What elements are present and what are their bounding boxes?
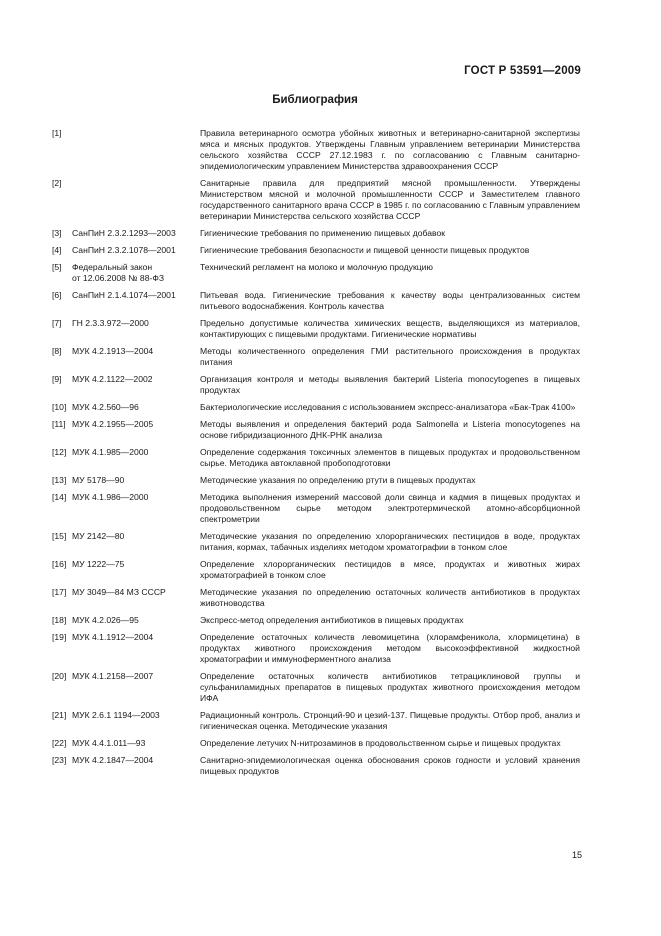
entry-identifier [52,755,200,777]
entry-identifier [52,374,200,396]
entry-identifier [52,346,200,368]
bibliography-entry [52,245,580,256]
entry-number: [2] [52,178,62,188]
entry-number: [7] [52,318,62,328]
bibliography-entry [52,346,580,368]
entry-identifier [52,587,200,609]
entry-text: Экспресс-метод определения антибиотиков в пищевых продуктах [200,615,464,625]
entry-text: Определение остаточных количеств антибиотиков тетрациклиновой группы и сульфаниламидных препаратов в пищевых продуктах животного происхождения методом ИФА [200,671,580,703]
entry-identifier [52,671,200,704]
entry-code [72,128,200,172]
entry-text: Методы количественного определения ГМИ растительного происхождения в продуктах питания [200,346,580,367]
entry-text: Методические указания по определению ртути в пищевых продуктах [200,475,476,485]
entry-number: [6] [52,290,62,300]
entry-number: [17] [52,587,67,597]
bibliography-entry [52,290,580,312]
bibliography-entry [52,402,580,413]
bibliography-entry [52,755,580,777]
entry-code: МУК 4.2.1122—2002 [72,374,153,384]
entry-identifier [52,262,200,284]
entry-text: Методические указания по определению хлорорганических пестицидов в воде, продуктах питания, кормах, табачных изделиях методом хроматографии в тонком слое [200,531,580,552]
entry-text: Определение хлорорганических пестицидов в мясе, продуктах и животных жирах хроматографией в тонком слое [200,559,580,580]
entry-identifier [52,290,200,312]
entry-number: [12] [52,447,67,457]
entry-identifier [52,710,200,732]
entry-number: [1] [52,128,62,138]
entry-number: [15] [52,531,67,541]
entry-number: [9] [52,374,62,384]
entry-number: [19] [52,632,67,642]
entry-number: [16] [52,559,67,569]
entry-number: [14] [52,492,67,502]
entry-identifier [52,245,200,256]
entry-text: Питьевая вода. Гигиенические требования к качеству воды централизованных систем питьевого водоснабжения. Контроль качества [200,290,580,311]
entry-number: [20] [52,671,67,681]
bibliography-entry [52,587,580,609]
page-number: 15 [571,850,582,860]
entry-number: [22] [52,738,67,748]
entry-code: МУ 3049—84 МЗ СССР [72,587,166,597]
entry-identifier [52,632,200,665]
entry-text: Методы выявления и определения бактерий рода Salmonella и Listeria monocytogenes на основе гибридизационного ДНК-РНК анализа [200,419,580,440]
entry-code: ГН 2.3.3.972—2000 [72,318,149,328]
entry-identifier [52,615,200,626]
entry-code: МУК 4.2.026—95 [72,615,139,625]
bibliography-entry [52,447,580,469]
entry-code: МУК 4.2.1955—2005 [72,419,154,429]
document-id: ГОСТ Р 53591—2009 [464,65,581,77]
entry-code: МУК 4.2.1847—2004 [72,755,154,765]
bibliography-entry [52,738,580,749]
bibliography-entry [52,262,580,284]
entry-code [72,178,200,222]
entry-identifier [52,475,200,486]
bibliography-entry [52,178,580,222]
entry-number: [23] [52,755,67,765]
entry-text: Организация контроля и методы выявления бактерий Listeria monocytogenes в пищевых продуктах [200,374,580,395]
bibliography-entry [52,419,580,441]
entry-code: МУ 5178—90 [72,475,125,485]
entry-text: Предельно допустимые количества химических веществ, выделяющихся из материалов, контактирующих с пищевыми продуктами. Гигиенические нормативы [200,318,580,339]
entry-code: МУК 4.4.1.011—93 [72,738,146,748]
entry-number: [18] [52,615,67,625]
entry-number: [10] [52,402,67,412]
page-title: Библиография [272,94,358,106]
bibliography-entry [52,559,580,581]
bibliography-entry [52,492,580,525]
bibliography-entry [52,475,580,486]
entry-number: [4] [52,245,62,255]
bibliography-entry [52,128,580,172]
entry-text: Технический регламент на молоко и молочную продукцию [200,262,433,272]
entry-number: [8] [52,346,62,356]
entry-text: Гигиенические требования по применению пищевых добавок [200,228,446,238]
entry-code: МУК 4.2.1913—2004 [72,346,154,356]
bibliography-entry [52,615,580,626]
bibliography-entry [52,710,580,732]
entry-number: [5] [52,262,62,272]
bibliography-list [52,128,580,783]
entry-text: Радиационный контроль. Стронций-90 и цезий-137. Пищевые продукты. Отбор проб, анализ и гигиеническая оценка. Методические указания [200,710,580,731]
entry-code: Федеральный закон от 12.06.2008 № 88-ФЗ [72,262,165,283]
entry-identifier [52,531,200,553]
entry-identifier [52,402,200,413]
entry-code: МУК 4.1.1912—2004 [72,632,154,642]
entry-number: [11] [52,419,66,429]
entry-text: Санитарные правила для предприятий мясной промышленности. Утверждены Министерством мясной и молочной промышленности СССР и Заместителем главного государственного санитарного врача СССР в 1985 г. по согласованию с Главным управлением ветеринарии Министерства сельского хозяйства СССР [200,178,580,221]
entry-code: СанПиН 2.3.2.1293—2003 [72,228,176,238]
entry-code: МУ 1222—75 [72,559,125,569]
bibliography-entry [52,374,580,396]
entry-identifier [52,178,200,222]
entry-text: Гигиенические требования безопасности и пищевой ценности пищевых продуктов [200,245,530,255]
entry-text: Правила ветеринарного осмотра убойных животных и ветеринарно-санитарной экспертизы мяса и мясных продуктов. Утверждены Главным управлением ветеринарии Министерства сельского хозяйства СССР 27.12.1983 г. по согласованию с Главным санитарно-эпидемиологическим управлением Министерства здравоохранения СССР [200,128,580,171]
entry-identifier [52,492,200,525]
bibliography-entry [52,632,580,665]
entry-identifier [52,128,200,172]
entry-text: Определение летучих N-нитрозаминов в продовольственном сырье и пищевых продуктах [200,738,561,748]
entry-code: МУ 2142—80 [72,531,125,541]
bibliography-entry [52,671,580,704]
entry-code: СанПиН 2.3.2.1078—2001 [72,245,176,255]
entry-text: Методические указания по определению остаточных количеств антибиотиков в продуктах животноводства [200,587,580,608]
entry-code: СанПиН 2.1.4.1074—2001 [72,290,176,300]
entry-identifier [52,559,200,581]
entry-code: МУК 4.2.560—96 [72,402,139,412]
entry-text: Бактериологические исследования с использованием экспресс-анализатора «Бак-Трак 4100» [200,402,576,412]
entry-text: Определение остаточных количеств левомицетина (хлорамфеникола, хлормицетина) в продуктах животного происхождения методом высокоэффективной жидкостной хроматографии и иммуноферментного анализа [200,632,580,664]
entry-number: [13] [52,475,67,485]
entry-identifier [52,318,200,340]
entry-identifier [52,447,200,469]
bibliography-entry [52,531,580,553]
entry-code: МУК 4.1.986—2000 [72,492,149,502]
entry-number: [3] [52,228,62,238]
entry-identifier [52,419,200,441]
entry-identifier [52,738,200,749]
entry-text: Определение содержания токсичных элементов в пищевых продуктах и продовольственном сырье. Методика автоклавной пробоподготовки [200,447,580,468]
entry-identifier [52,228,200,239]
entry-number: [21] [52,710,67,720]
bibliography-entry [52,228,580,239]
entry-text: Методика выполнения измерений массовой доли свинца и кадмия в пищевых продуктах и продовольственном сырье методом электротермической атомно-абсорбционной спектрометрии [200,492,580,524]
entry-code: МУК 2.6.1 1194—2003 [72,710,160,720]
bibliography-entry [52,318,580,340]
entry-code: МУК 4.1.985—2000 [72,447,149,457]
entry-text: Санитарно-эпидемиологическая оценка обоснования сроков годности и условий хранения пищевых продуктов [200,755,580,776]
entry-code: МУК 4.1.2158—2007 [72,671,154,681]
